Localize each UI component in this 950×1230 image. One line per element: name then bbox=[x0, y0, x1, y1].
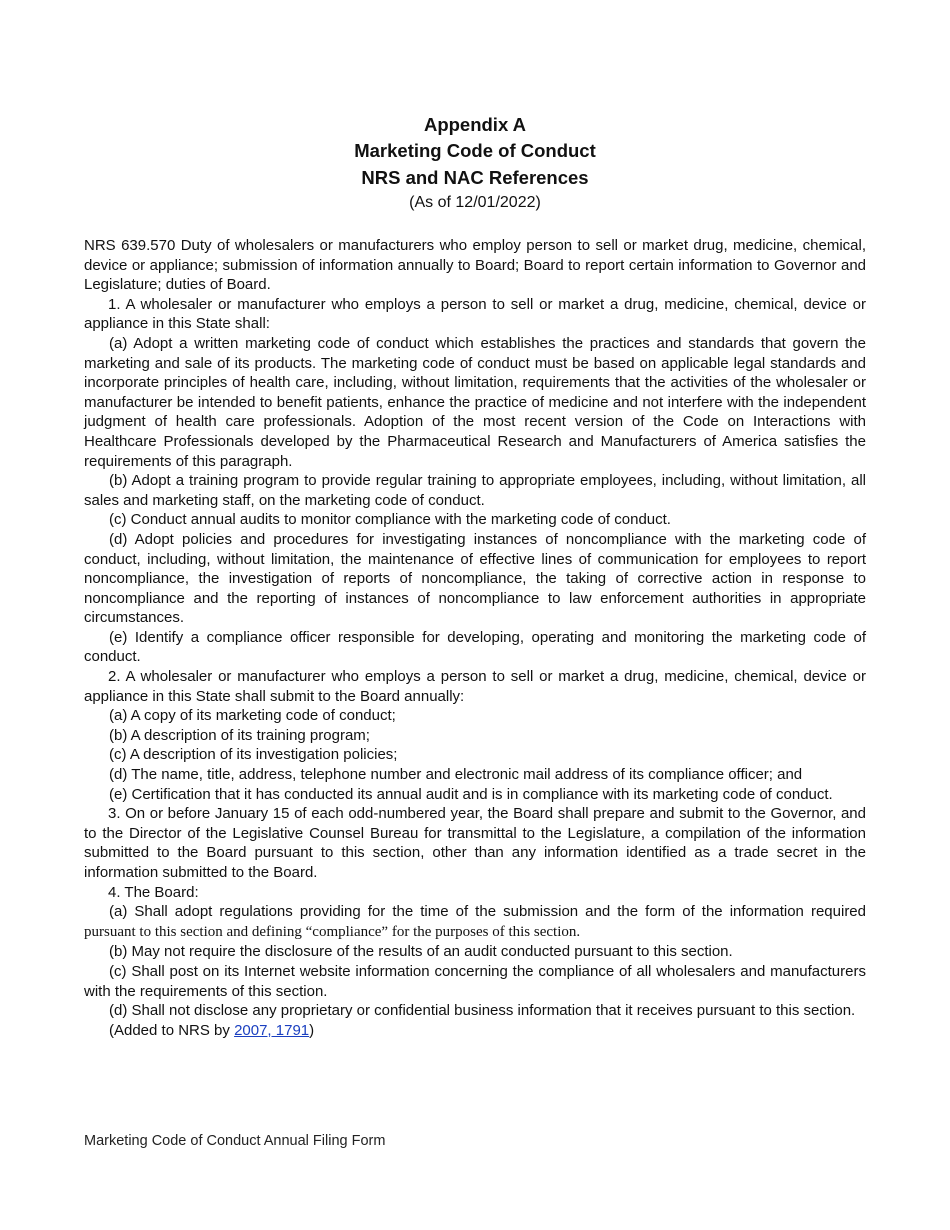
paragraph-1e: (e) Identify a compliance officer responsible for developing, operating and monitoring the marketing code of conduct. bbox=[84, 628, 866, 666]
history-suffix: ) bbox=[309, 1021, 315, 1039]
paragraph-1d: (d) Adopt policies and procedures for investigating instances of noncompliance with the marketing code of conduct, including, without limitation, the maintenance of effective lines of communication for employees to report noncompliance, the investigation of reports of noncompliance, the taking of corrective action in response to noncompliance and the reporting of instances of noncompliance to law enforcement authorities in appropriate circumstances. bbox=[84, 530, 866, 627]
paragraph-4d: (d) Shall not disclose any proprietary or confidential business information that it receives pursuant to this section. bbox=[109, 1002, 856, 1020]
as-of-date: (As of 12/01/2022) bbox=[409, 194, 541, 211]
paragraph-2c: (c) A description of its investigation policies; bbox=[109, 746, 398, 764]
paragraph-4a-lead: (a) Shall adopt regulations providing for the time of the submission and the form of the information required bbox=[109, 903, 866, 921]
subsection-2: 2. A wholesaler or manufacturer who employs a person to sell or market a drug, medicine, chemical, device or appliance in this State shall submit to the Board annually: bbox=[84, 668, 866, 705]
appendix-title: Appendix A bbox=[423, 114, 527, 135]
references-title: NRS and NAC References bbox=[361, 167, 589, 188]
paragraph-2d: (d) The name, title, address, telephone number and electronic mail address of its compliance officer; and bbox=[109, 766, 803, 784]
statutes-citation-link[interactable]: 2007, 1791 bbox=[234, 1021, 310, 1039]
document-title: Marketing Code of Conduct bbox=[354, 140, 596, 161]
statute-text bbox=[84, 236, 866, 1040]
page-footer: Marketing Code of Conduct Annual Filing Form bbox=[84, 1133, 386, 1149]
paragraph-4a bbox=[84, 902, 866, 942]
paragraph-1b: (b) Adopt a training program to provide regular training to appropriate employees, including, without limitation, all sales and marketing staff, on the marketing code of conduct. bbox=[84, 472, 866, 509]
paragraph-2b: (b) A description of its training program; bbox=[109, 726, 370, 744]
subsection-1: 1. A wholesaler or manufacturer who employs a person to sell or market a drug, medicine, chemical, device or appliance in this State shall: bbox=[84, 295, 866, 333]
history-prefix: (Added to NRS by bbox=[109, 1021, 235, 1039]
paragraph-1a: (a) Adopt a written marketing code of conduct which establishes the practices and standards that govern the marketing and sale of its products. The marketing code of conduct must be based on applicable legal standards and incorporate principles of health care, including, without limitation, requirements that the activities of the wholesaler or manufacturer be intended to benefit patients, enhance the practice of medicine and not interfere with the independent judgment of health care professionals. Adoption of the most recent version of the Code on Interactions with Healthcare Professionals developed by the Pharmaceutical Research and Manufacturers of America satisfies the requirements of this paragraph. bbox=[84, 334, 866, 470]
paragraph-4a-tail: pursuant to this section and defining “compliance” for the purposes of this section. bbox=[84, 923, 581, 940]
section-heading: NRS 639.570 Duty of wholesalers or manufacturers who employ person to sell or market drug, medicine, chemical, device or appliance; submission of information annually to Board; Board to report certain information to Governor and Legislature; duties of Board. bbox=[84, 237, 866, 294]
subsection-4: 4. The Board: bbox=[108, 883, 199, 901]
paragraph-1c: (c) Conduct annual audits to monitor compliance with the marketing code of conduct. bbox=[109, 511, 671, 529]
history-note bbox=[84, 1021, 866, 1041]
paragraph-4c: (c) Shall post on its Internet website information concerning the compliance of all wholesalers and manufacturers with the requirements of this section. bbox=[84, 962, 866, 1000]
paragraph-2e: (e) Certification that it has conducted its annual audit and is in compliance with its marketing code of conduct. bbox=[109, 785, 833, 803]
paragraph-2a: (a) A copy of its marketing code of conduct; bbox=[109, 707, 396, 725]
paragraph-4b: (b) May not require the disclosure of the results of an audit conducted pursuant to this section. bbox=[109, 943, 733, 961]
subsection-3: 3. On or before January 15 of each odd-numbered year, the Board shall prepare and submit to the Governor, and to the Director of the Legislative Counsel Bureau for transmittal to the Legislature, a compilation of the information submitted to the Board pursuant to this section, other than any information identified as a trade secret in the information submitted to the Board. bbox=[84, 805, 866, 881]
